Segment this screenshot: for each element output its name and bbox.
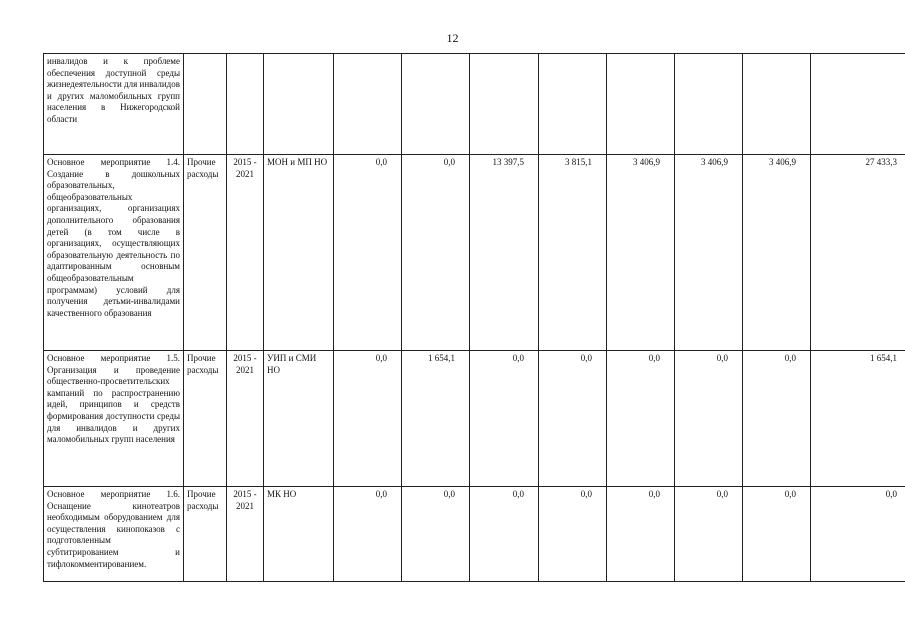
executor-cell: МК НО bbox=[264, 487, 334, 582]
value-cell bbox=[743, 54, 811, 155]
expense-type-cell bbox=[184, 54, 227, 155]
value-cell: 0,0 bbox=[402, 487, 470, 582]
activity-description: Основное мероприятие 1.4. Создание в дошкольных образовательных, общеобразовательных организациях, организациях дополнительного образования детей (в том числе в организациях, осуществляющих образовательную деятельность по адаптированным основным общеобразовательным программам) условий для получения детьми-инвалидами качественного образования bbox=[44, 155, 184, 351]
value-cell: 0,0 bbox=[470, 487, 539, 582]
value-cell: 0,0 bbox=[607, 351, 675, 487]
value-cell bbox=[334, 54, 402, 155]
value-cell: 3 406,9 bbox=[607, 155, 675, 351]
value-cell: 0,0 bbox=[334, 155, 402, 351]
value-cell: 0,0 bbox=[402, 155, 470, 351]
value-cell: 3 406,9 bbox=[743, 155, 811, 351]
expense-type-cell: Прочие расходы bbox=[184, 155, 227, 351]
value-cell: 27 433,3 bbox=[811, 155, 905, 351]
table-row bbox=[44, 351, 905, 487]
value-cell bbox=[402, 54, 470, 155]
activity-description: Основное мероприятие 1.6. Оснащение кинотеатров необходимым оборудованием для осуществления кинопоказов с подготовленным субтитрированием и тифлокомментированием. bbox=[44, 487, 184, 582]
value-cell: 1 654,1 bbox=[402, 351, 470, 487]
value-cell bbox=[811, 54, 905, 155]
value-cell: 0,0 bbox=[675, 351, 743, 487]
table-row bbox=[44, 155, 905, 351]
value-cell: 0,0 bbox=[743, 487, 811, 582]
period-cell bbox=[227, 54, 264, 155]
value-cell: 0,0 bbox=[539, 487, 607, 582]
period-cell: 2015 - 2021 bbox=[227, 351, 264, 487]
value-cell: 0,0 bbox=[811, 487, 905, 582]
period-cell: 2015 - 2021 bbox=[227, 487, 264, 582]
value-cell bbox=[470, 54, 539, 155]
value-cell: 0,0 bbox=[743, 351, 811, 487]
expense-type-cell: Прочие расходы bbox=[184, 487, 227, 582]
value-cell: 3 815,1 bbox=[539, 155, 607, 351]
budget-table bbox=[43, 53, 905, 582]
table-row bbox=[44, 487, 905, 582]
activity-description: инвалидов и к проблеме обеспечения доступной среды жизнедеятельности для инвалидов и других маломобильных групп населения в Нижегородской области bbox=[44, 54, 184, 155]
activity-description: Основное мероприятие 1.5. Организация и проведение общественно-просветительских кампаний по распространению идей, принципов и средств формирования доступности среды для инвалидов и других маломобильных групп населения bbox=[44, 351, 184, 487]
value-cell: 0,0 bbox=[334, 487, 402, 582]
value-cell: 0,0 bbox=[470, 351, 539, 487]
expense-type-cell: Прочие расходы bbox=[184, 351, 227, 487]
value-cell: 13 397,5 bbox=[470, 155, 539, 351]
page-number: 12 bbox=[446, 31, 459, 45]
executor-cell: УИП и СМИ НО bbox=[264, 351, 334, 487]
table-row bbox=[44, 54, 905, 155]
value-cell: 0,0 bbox=[334, 351, 402, 487]
value-cell: 3 406,9 bbox=[675, 155, 743, 351]
executor-cell bbox=[264, 54, 334, 155]
value-cell: 0,0 bbox=[539, 351, 607, 487]
value-cell bbox=[607, 54, 675, 155]
value-cell bbox=[675, 54, 743, 155]
value-cell: 0,0 bbox=[607, 487, 675, 582]
value-cell: 1 654,1 bbox=[811, 351, 905, 487]
executor-cell: МОН и МП НО bbox=[264, 155, 334, 351]
value-cell bbox=[539, 54, 607, 155]
period-cell: 2015 - 2021 bbox=[227, 155, 264, 351]
value-cell: 0,0 bbox=[675, 487, 743, 582]
